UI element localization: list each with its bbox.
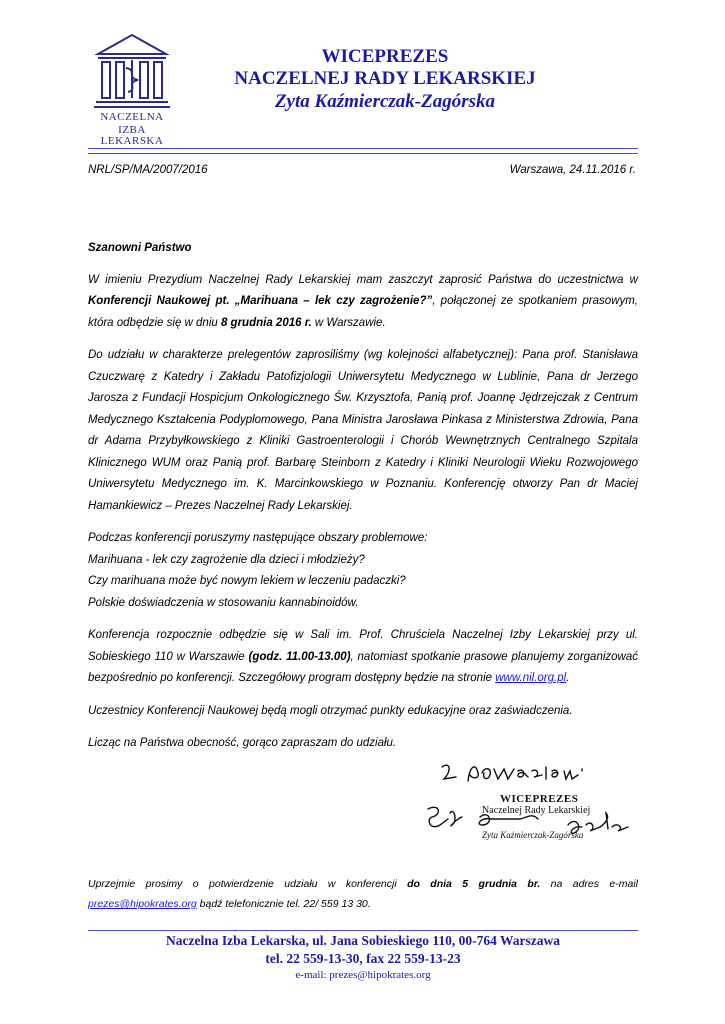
paragraph-venue: [88, 625, 638, 690]
p1-text-a: W imieniu Prezydium Naczelnej Rady Lekarskiej mam zaszczyt zaprosić Państwa do uczestnictwa w: [88, 273, 638, 286]
p4-text-a: Konferencja rozpocznie odbędzie się w Sali im. Prof. Chruściela Naczelnej Izby Lekarskiej przy ul. Sobieskiego 110 w Warszawie: [88, 629, 638, 663]
confirm-text-d: bądź telefonicznie tel. 22/ 559 13 30.: [196, 898, 371, 910]
title-line2: NACZELNEJ RADY LEKARSKIEJ: [234, 68, 536, 89]
topic-item: Czy marihuana może być nowym lekiem w leczeniu padaczki?: [88, 575, 406, 587]
header-divider-top: [88, 148, 638, 149]
logo-text-line2: IZBA LEKARSKA: [100, 124, 164, 147]
paragraph-topics: [88, 528, 638, 614]
salutation: Szanowni Państwo: [88, 242, 192, 254]
website-link[interactable]: www.nil.org.pl: [495, 672, 567, 684]
paragraph-closing: Licząc na Państwa obecność, gorąco zapraszam do udziału.: [88, 737, 397, 749]
topics-intro: Podczas konferencji poruszymy następujące obszary problemowe:: [88, 532, 428, 544]
logo-text-line1: NACZELNA: [100, 111, 164, 123]
p4-text-c: , natomiast spotkanie prasowe planujemy zorganizować bezpośrednio po konferencji. Szczegółowy program dostępny będzie na stronie: [88, 650, 638, 684]
p1-text-e: w Warszawie.: [311, 316, 386, 329]
signature-block: [420, 755, 640, 865]
header-divider-bottom: [88, 153, 638, 154]
paragraph-invitation: [88, 270, 638, 335]
footer-divider: [88, 930, 638, 931]
stamp-name: Zyta Kaźmierczak-Zagórska: [482, 830, 584, 840]
footer: [88, 932, 638, 982]
email-link[interactable]: prezes@hipokrates.org: [88, 898, 197, 910]
confirm-text-c: na adres e-mail: [540, 878, 638, 890]
conference-title: Konferencji Naukowej pt. „Marihuana – lek czy zagrożenie?”: [88, 295, 433, 307]
paragraph-credits: Uczestnicy Konferencji Naukowej będą mogli otrzymać punkty edukacyjne oraz zaświadczenia.: [88, 704, 573, 717]
official-stamp: [482, 793, 602, 841]
title-line3: Zyta Kaźmierczak-Zagórska: [274, 91, 496, 112]
stamp-institution: Naczelnej Rady Lekarskiej: [482, 805, 591, 816]
letter-body: [88, 238, 638, 766]
confirm-deadline: do dnia 5 grudnia br.: [407, 878, 541, 890]
p1-text-c: , połączonej ze spotkaniem prasowym, która odbędzie się w dniu: [88, 295, 638, 329]
footer-address: Naczelna Izba Lekarska, ul. Jana Sobieskiego 110, 00-764 Warszawa: [166, 933, 560, 948]
conference-hours: (godz. 11.00-13.00): [248, 650, 351, 663]
title-line1: WICEPREZES: [321, 46, 449, 67]
topic-item: Marihuana - lek czy zagrożenie dla dzieci i młodzieży?: [88, 553, 365, 566]
p4-text-d: .: [566, 672, 570, 684]
reference-number: NRL/SP/MA/2007/2016: [88, 164, 208, 176]
stamp-title: WICEPREZES: [500, 793, 579, 805]
topic-item: Polskie doświadczenia w stosowaniu kannabinoidów.: [88, 596, 359, 609]
footer-email: e-mail: prezes@hipokrates.org: [295, 969, 431, 981]
conference-date: 8 grudnia 2016 r.: [220, 316, 312, 329]
letter-date: Warszawa, 24.11.2016 r.: [509, 164, 636, 176]
paragraph-speakers: Do udziału w charakterze prelegentów zaprosiliśmy (wg kolejności alfabetycznej): Pana prof. Stanisława Czuczwarę z Katedry i Zakładu Patofizjologii Uniwersytetu Medycznego w Lublinie, Pana dr Jerzego Jarosza z Fundacji Hospicjum Onkologicznego Św. Krzysztofa, Panią prof. Joannę Jędrzejczak z Centrum Medycznego Kształcenia Podyplomowego, Pana Ministra Jarosława Pinkasa z Ministerstwa Zdrowia, Pana dr Adama Przybyłkowskiego z Kliniki Gastroenterologii i Chorób Wewnętrznych Centralnego Szpitala Klinicznego WUM oraz Panią prof. Barbarę Steinborn z Katedry i Kliniki Neurologii Wieku Rozwojowego Uniwersytetu Medycznego im. K. Marcinkowskiego w Poznaniu. Konferencję otworzy Pan dr Maciej Hamankiewicz – Prezes Naczelnej Rady Lekarskiej.: [88, 349, 638, 512]
confirmation-note: [88, 874, 638, 914]
confirm-text-a: Uprzejmie prosimy o potwierdzenie udziału w konferencji: [88, 878, 408, 890]
temple-emblem-icon: [92, 32, 172, 110]
footer-phone: tel. 22 559-13-30, fax 22 559-13-23: [265, 951, 461, 966]
letterhead-title: [200, 46, 570, 114]
nil-logo: [92, 32, 172, 147]
